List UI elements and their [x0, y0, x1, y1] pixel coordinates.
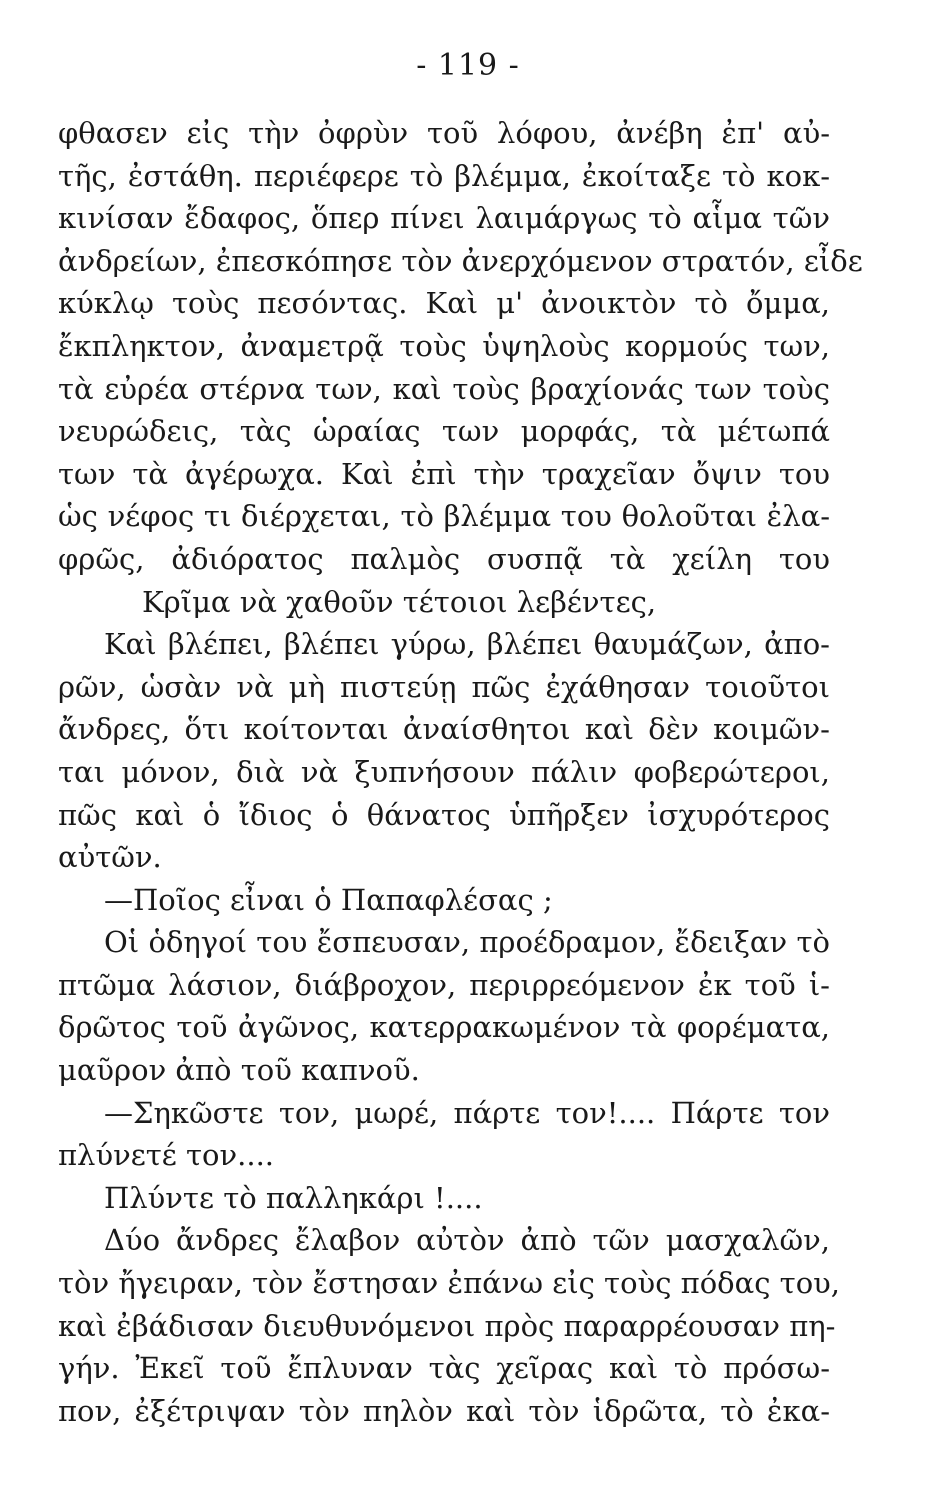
text-line: τὰ εὐρέα στέρνα των, καὶ τοὺς βραχίονάς των τοὺς [58, 371, 830, 406]
text-line: Καὶ βλέπει, βλέπει γύρω, βλέπει θαυμάζων, ἀπο- [104, 627, 830, 662]
text-line: μαῦρον ἀπὸ τοῦ καπνοῦ. [58, 1053, 420, 1088]
text-line: ται μόνον, διὰ νὰ ξυπνήσουν πάλιν φοβερώτεροι, [58, 754, 830, 789]
text-line: τὸν ἤγειραν, τὸν ἔστησαν ἐπάνω εἰς τοὺς πόδας του, [58, 1266, 841, 1301]
text-line: φρῶς, ἀδιόρατος παλμὸς συσπᾷ τὰ χείλη του [58, 541, 830, 576]
text-line: ρῶν, ὡσὰν νὰ μὴ πιστεύῃ πῶς ἐχάθησαν τοιοῦτοι [58, 669, 830, 704]
text-line: Δύο ἄνδρες ἔλαβον αὐτὸν ἀπὸ τῶν μασχαλῶν, [104, 1223, 830, 1258]
quoted-line: Κρῖμα νὰ χαθοῦν τέτοιοι λεβέντες, [142, 584, 657, 619]
text-line: καὶ ἐβάδισαν διευθυνόμενοι πρὸς παραρρέουσαν πη- [58, 1308, 836, 1343]
text-line: ἔκπληκτον, ἀναμετρᾷ τοὺς ὑψηλοὺς κορμούς των, [58, 328, 830, 363]
text-line: ὡς νέφος τι διέρχεται, τὸ βλέμμα του θολοῦται ἐλα- [58, 499, 830, 534]
text-line: δρῶτος τοῦ ἀγῶνος, κατερρακωμένον τὰ φορέματα, [58, 1010, 830, 1045]
text-line: πῶς καὶ ὁ ἴδιος ὁ θάνατος ὑπῆρξεν ἰσχυρότερος [58, 797, 830, 832]
text-line: αὐτῶν. [58, 840, 162, 875]
text-line: κινίσαν ἔδαφος, ὅπερ πίνει λαιμάργως τὸ αἷμα τῶν [58, 201, 830, 236]
dialogue-line: Πλύντε τὸ παλληκάρι !.... [104, 1180, 483, 1215]
text-line: πτῶμα λάσιον, διάβροχον, περιρρεόμενον ἐκ τοῦ ἱ- [58, 967, 830, 1002]
text-line: τῆς, ἐστάθη. περιέφερε τὸ βλέμμα, ἐκοίταξε τὸ κοκ- [58, 158, 830, 193]
dialogue-line: —Ποῖος εἶναι ὁ Παπαφλέσας ; [104, 882, 553, 917]
text-line: πλύνετέ τον.... [58, 1138, 275, 1173]
text-line: ἄνδρες, ὅτι κοίτονται ἀναίσθητοι καὶ δὲν κοιμῶν- [58, 712, 830, 747]
dialogue-line: —Σηκῶστε τον, μωρέ, πάρτε τον!.... Πάρτε τον [104, 1095, 830, 1130]
text-line: των τὰ ἀγέρωχα. Καὶ ἐπὶ τὴν τραχεῖαν ὄψιν του [58, 456, 830, 491]
text-line: Οἱ ὁδηγοί του ἔσπευσαν, προέδραμον, ἔδειξαν τὸ [104, 925, 830, 960]
body-text [58, 112, 863, 1432]
text-line: νευρώδεις, τὰς ὡραίας των μορφάς, τὰ μέτωπά [58, 414, 830, 449]
text-line: πον, ἐξέτριψαν τὸν πηλὸν καὶ τὸν ἱδρῶτα, τὸ ἐκα- [58, 1393, 830, 1428]
text-line: φθασεν εἰς τὴν ὀφρὺν τοῦ λόφου, ἀνέβη ἐπ' αὐ- [58, 116, 830, 150]
text-line: κύκλῳ τοὺς πεσόντας. Καὶ μ' ἀνοικτὸν τὸ ὄμμα, [58, 286, 830, 321]
page-number: - 119 - [416, 48, 520, 83]
text-line: ἀνδρείων, ἐπεσκόπησε τὸν ἀνερχόμενον στρατόν, εἶδε [58, 243, 863, 278]
text-line: γήν. Ἐκεῖ τοῦ ἔπλυναν τὰς χεῖρας καὶ τὸ πρόσω- [58, 1351, 830, 1386]
